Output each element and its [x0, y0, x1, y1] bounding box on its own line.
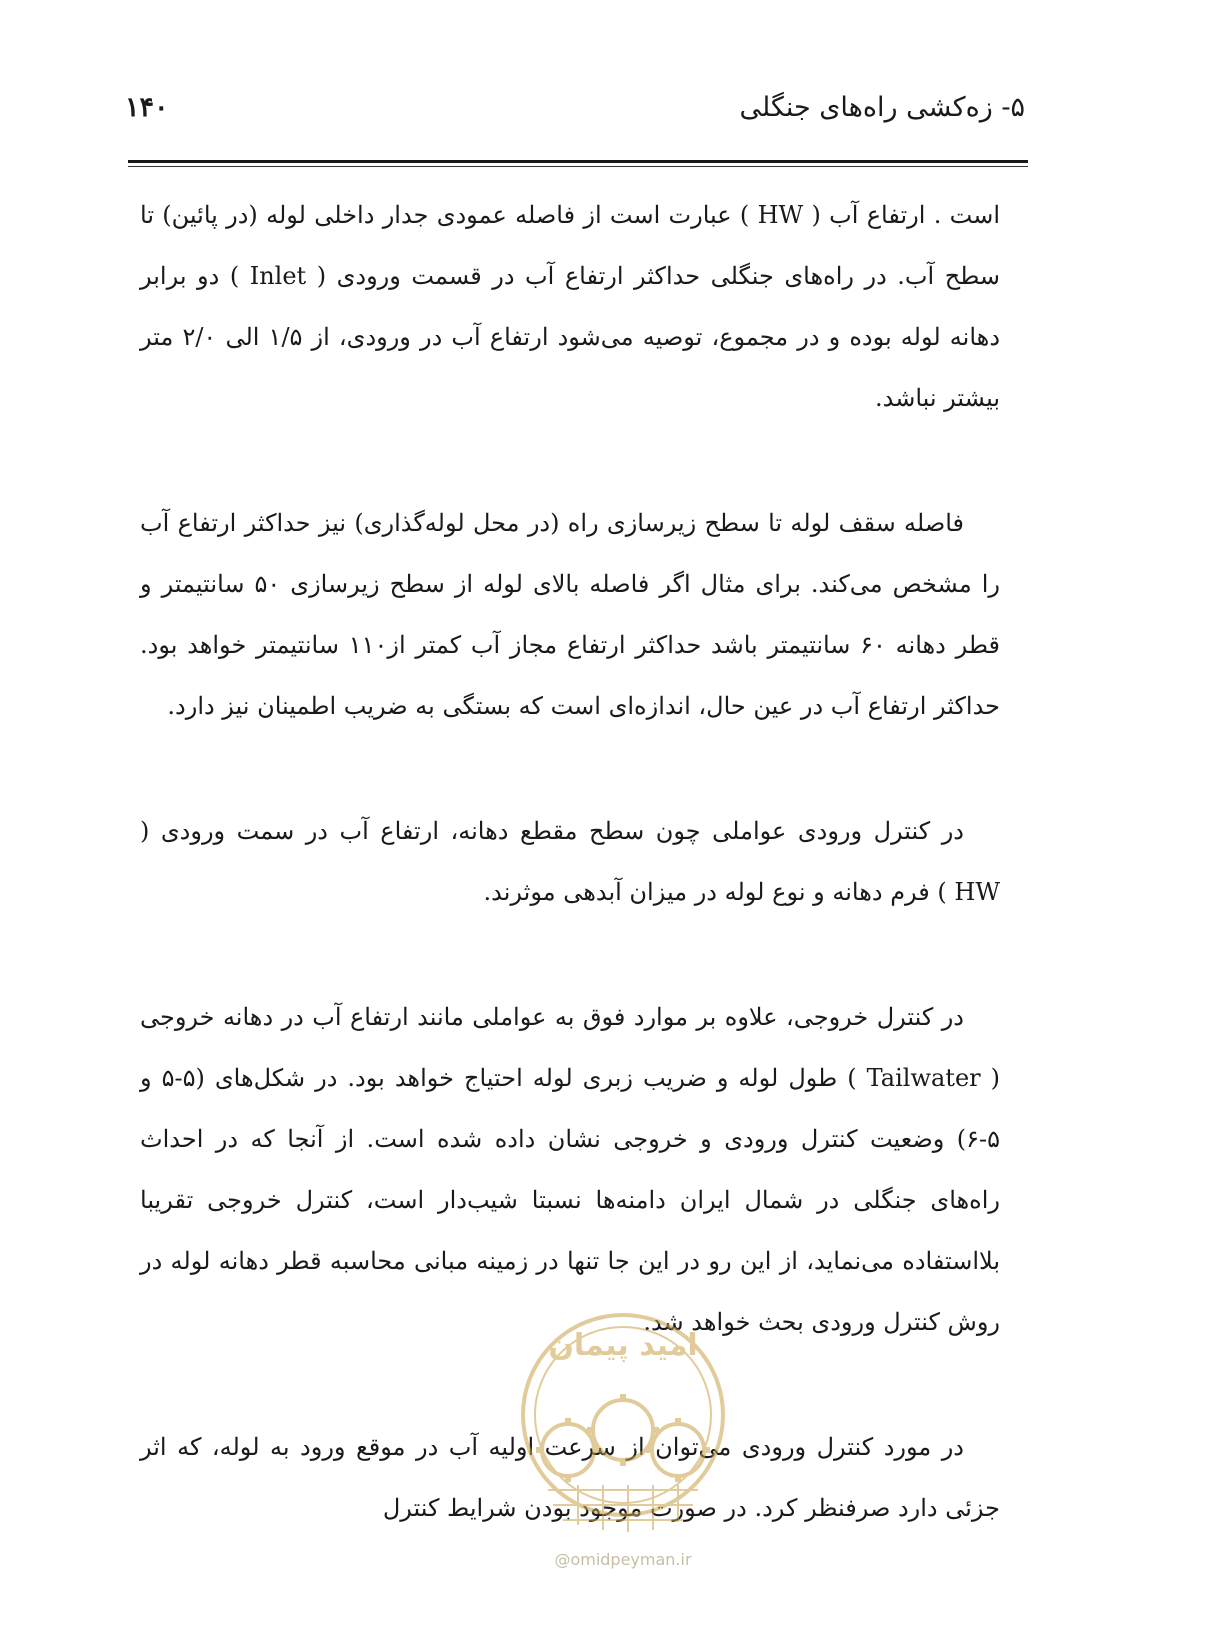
header-rule-thin [128, 166, 1028, 167]
watermark-logo [508, 1300, 738, 1570]
chapter-title: ۵- زه‌کشی راه‌های جنگلی [739, 92, 1025, 123]
paragraph-3: در کنترل ورودی عواملی چون سطح مقطع دهانه، ارتفاع آب در سمت ورودی ( HW ) فرم دهانه و نوع لوله در میزان آبدهی موثرند. [140, 817, 1000, 906]
header-rule-thick [128, 160, 1028, 163]
gear-emblem-icon [508, 1300, 738, 1550]
paragraph-5: در مورد کنترل ورودی می‌توان از سرعت اولیه آب در موقع ورود به لوله، که اثر جزئی دارد صرفنظر کرد. در صورت موجود بودن شرایط کنترل [140, 1433, 1000, 1522]
watermark-text: امید پیمان [548, 1328, 698, 1363]
page-number: ۱۴۰ [125, 92, 169, 123]
page-header [125, 92, 1025, 142]
paragraph-1: است . ارتفاع آب ( HW ) عبارت است از فاصله عمودی جدار داخلی لوله (در پائین) تا سطح آب. در راه‌های جنگلی حداکثر ارتفاع آب در قسمت ورودی ( Inlet ) دو برابر دهانه لوله بوده و در مجموع، توصیه می‌شود ارتفاع آب در ورودی، از ۱/۵ الی ۲/۰ متر بیشتر نباشد. [140, 201, 1001, 412]
paragraph-4: در کنترل خروجی، علاوه بر موارد فوق به عواملی مانند ارتفاع آب در دهانه خروجی ( Tailwater ) طول لوله و ضریب زبری لوله احتیاج خواهد بود. در شکل‌های (۵-۵ و ۵-۶) وضعیت کنترل ورودی و خروجی نشان داده شده است. از آنجا که در احداث راه‌های جنگلی در شمال ایران دامنه‌ها نسبتا شیب‌دار است، کنترل خروجی تقریبا بلااستفاده می‌نماید، از این رو در این جا تنها در زمینه مبانی محاسبه قطر دهانه لوله در روش کنترل ورودی بحث خواهد شد. [140, 1003, 1001, 1336]
paragraph-2: فاصله سقف لوله تا سطح زیرسازی راه (در محل لوله‌گذاری) نیز حداکثر ارتفاع آب را مشخص می‌کند. برای مثال اگر فاصله بالای لوله از سطح زیرسازی ۵۰ سانتیمتر و قطر دهانه ۶۰ سانتیمتر باشد حداکثر ارتفاع مجاز آب کمتر از۱۱۰ سانتیمتر خواهد بود. حداکثر ارتفاع آب در عین حال، اندازه‌ای است که بستگی به ضریب اطمینان نیز دارد. [140, 509, 1001, 720]
watermark-caption: @omidpeyman.ir [554, 1550, 692, 1569]
